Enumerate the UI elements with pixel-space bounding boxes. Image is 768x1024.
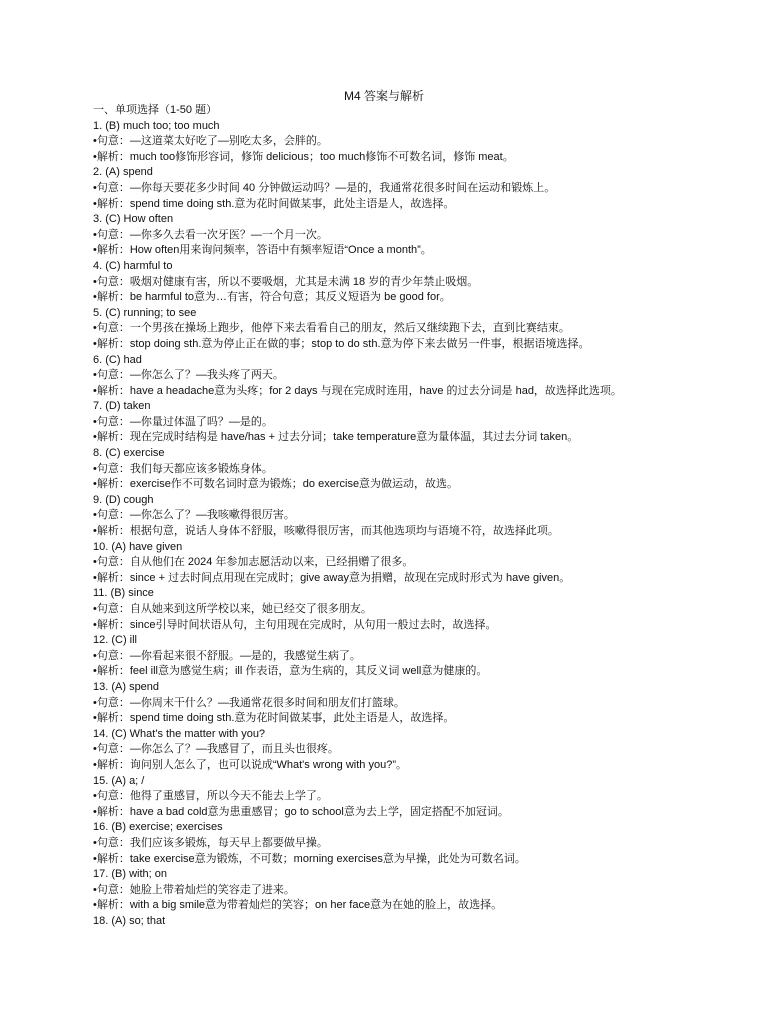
answer-line: 1. (B) much too; too much bbox=[93, 119, 220, 132]
answer-line: 13. (A) spend bbox=[93, 680, 160, 693]
explanation-line: •解析：with a big smile意为带着灿烂的笑容；on her face意为在她的脸上，故选择。 bbox=[93, 899, 503, 912]
explanation-line: •解析：feel ill意为感觉生病；ill 作表语，意为生病的，其反义词 well意为健康的。 bbox=[93, 665, 488, 678]
explanation-line: •解析：spend time doing sth.意为花时间做某事，此处主语是人，故选择。 bbox=[93, 197, 455, 210]
explanation-line: •句意：—你怎么了？—我头疼了两天。 bbox=[93, 369, 284, 382]
explanation-line: •句意：—你每天要花多少时间 40 分钟做运动吗？—是的，我通常花很多时间在运动和锻炼上。 bbox=[93, 181, 556, 194]
explanation-line: •解析：exercise作不可数名词时意为锻炼；do exercise意为做运动，故选。 bbox=[93, 478, 459, 491]
explanation-line: •句意：—你怎么了？—我咳嗽得很厉害。 bbox=[93, 509, 295, 522]
explanation-line: •句意：—你周末干什么？—我通常花很多时间和朋友们打篮球。 bbox=[93, 696, 405, 709]
answer-line: 9. (D) cough bbox=[93, 493, 154, 506]
explanation-line: •句意：我们应该多锻炼，每天早上都要做早操。 bbox=[93, 836, 328, 849]
explanation-line: •解析：询问别人怎么了，也可以说成“What's wrong with you?”。 bbox=[93, 758, 407, 771]
explanation-line: •句意：—你怎么了？—我感冒了，而且头也很疼。 bbox=[93, 743, 339, 756]
explanation-line: •解析：have a bad cold意为患重感冒；go to school意为去上学，固定搭配不加冠词。 bbox=[93, 805, 509, 818]
answer-line: 15. (A) a; / bbox=[93, 774, 145, 787]
explanation-line: •句意：她脸上带着灿烂的笑容走了进来。 bbox=[93, 883, 295, 896]
explanation-line: •解析：be harmful to意为…有害，符合句意；其反义短语为 be good for。 bbox=[93, 291, 451, 304]
answer-line: 2. (A) spend bbox=[93, 166, 153, 179]
explanation-line: •解析：much too修饰形容词，修饰 delicious；too much修饰不可数名词，修饰 meat。 bbox=[93, 150, 514, 163]
explanation-line: •句意：自从她来到这所学校以来，她已经交了很多朋友。 bbox=[93, 603, 372, 615]
explanation-line: •解析：现在完成时结构是 have/has + 过去分词；take temperature意为量体温，其过去分词 taken。 bbox=[93, 431, 579, 444]
answer-line: 18. (A) so; that bbox=[93, 914, 166, 927]
answer-line: 10. (A) have given bbox=[93, 540, 183, 553]
explanation-line: •解析：have a headache意为头疼；for 2 days 与现在完成时连用，have 的过去分词是 had，故选择此选项。 bbox=[93, 384, 622, 397]
document-title: M4 答案与解析 bbox=[343, 89, 424, 103]
explanation-line: •解析：How often用来询问频率，答语中有频率短语“Once a month”。 bbox=[93, 244, 432, 257]
explanation-line: •句意：吸烟对健康有害，所以不要吸烟，尤其是未满 18 岁的青少年禁止吸烟。 bbox=[93, 275, 479, 288]
explanation-line: •解析：since + 过去时间点用现在完成时；give away意为捐赠，故现在完成时形式为 have given。 bbox=[93, 571, 571, 584]
explanation-line: •解析：根据句意，说话人身体不舒服，咳嗽得很厉害，而其他选项均与语境不符，故选择此项。 bbox=[93, 525, 559, 538]
explanation-line: •解析：spend time doing sth.意为花时间做某事，此处主语是人，故选择。 bbox=[93, 712, 455, 725]
explanation-line: •句意：自从他们在 2024 年参加志愿活动以来，已经捐赠了很多。 bbox=[93, 556, 414, 569]
answer-line: 3. (C) How often bbox=[93, 213, 174, 226]
explanation-line: •句意：—你多久去看一次牙医？—一个月一次。 bbox=[93, 228, 328, 241]
explanation-line: •句意：—你量过体温了吗？—是的。 bbox=[93, 415, 273, 428]
answer-line: 11. (B) since bbox=[93, 587, 154, 600]
explanation-line: •句意：—这道菜太好吃了—别吃太多，会胖的。 bbox=[93, 135, 328, 148]
answer-line: 4. (C) harmful to bbox=[93, 259, 173, 272]
answer-line: 5. (C) running; to see bbox=[93, 306, 197, 319]
explanation-line: •解析：since引导时间状语从句，主句用现在完成时，从句用一般过去时，故选择。 bbox=[93, 618, 497, 631]
answer-line: 16. (B) exercise; exercises bbox=[93, 821, 223, 834]
explanation-line: •句意：—你看起来很不舒服。—是的，我感觉生病了。 bbox=[93, 649, 361, 662]
section-heading: 一、单项选择（1-50 题） bbox=[93, 104, 218, 116]
explanation-line: •句意：一个男孩在操场上跑步，他停下来去看看自己的朋友，然后又继续跑下去，直到比赛结束。 bbox=[93, 322, 570, 335]
answer-line: 6. (C) had bbox=[93, 353, 142, 366]
explanation-line: •句意：他得了重感冒，所以今天不能去上学了。 bbox=[93, 790, 328, 803]
document-body bbox=[93, 103, 733, 929]
answer-line: 8. (C) exercise bbox=[93, 447, 165, 460]
answer-line: 12. (C) ill bbox=[93, 634, 138, 647]
answer-line: 7. (D) taken bbox=[93, 400, 151, 413]
answer-line: 14. (C) What's the matter with you? bbox=[93, 727, 266, 740]
explanation-line: •句意：我们每天都应该多锻炼身体。 bbox=[93, 462, 273, 475]
answer-line: 17. (B) with; on bbox=[93, 868, 167, 881]
explanation-line: •解析：take exercise意为锻炼，不可数；morning exercises意为早操，此处为可数名词。 bbox=[93, 852, 526, 865]
explanation-line: •解析：stop doing sth.意为停止正在做的事；stop to do sth.意为停下来去做另一件事，根据语境选择。 bbox=[93, 337, 590, 350]
